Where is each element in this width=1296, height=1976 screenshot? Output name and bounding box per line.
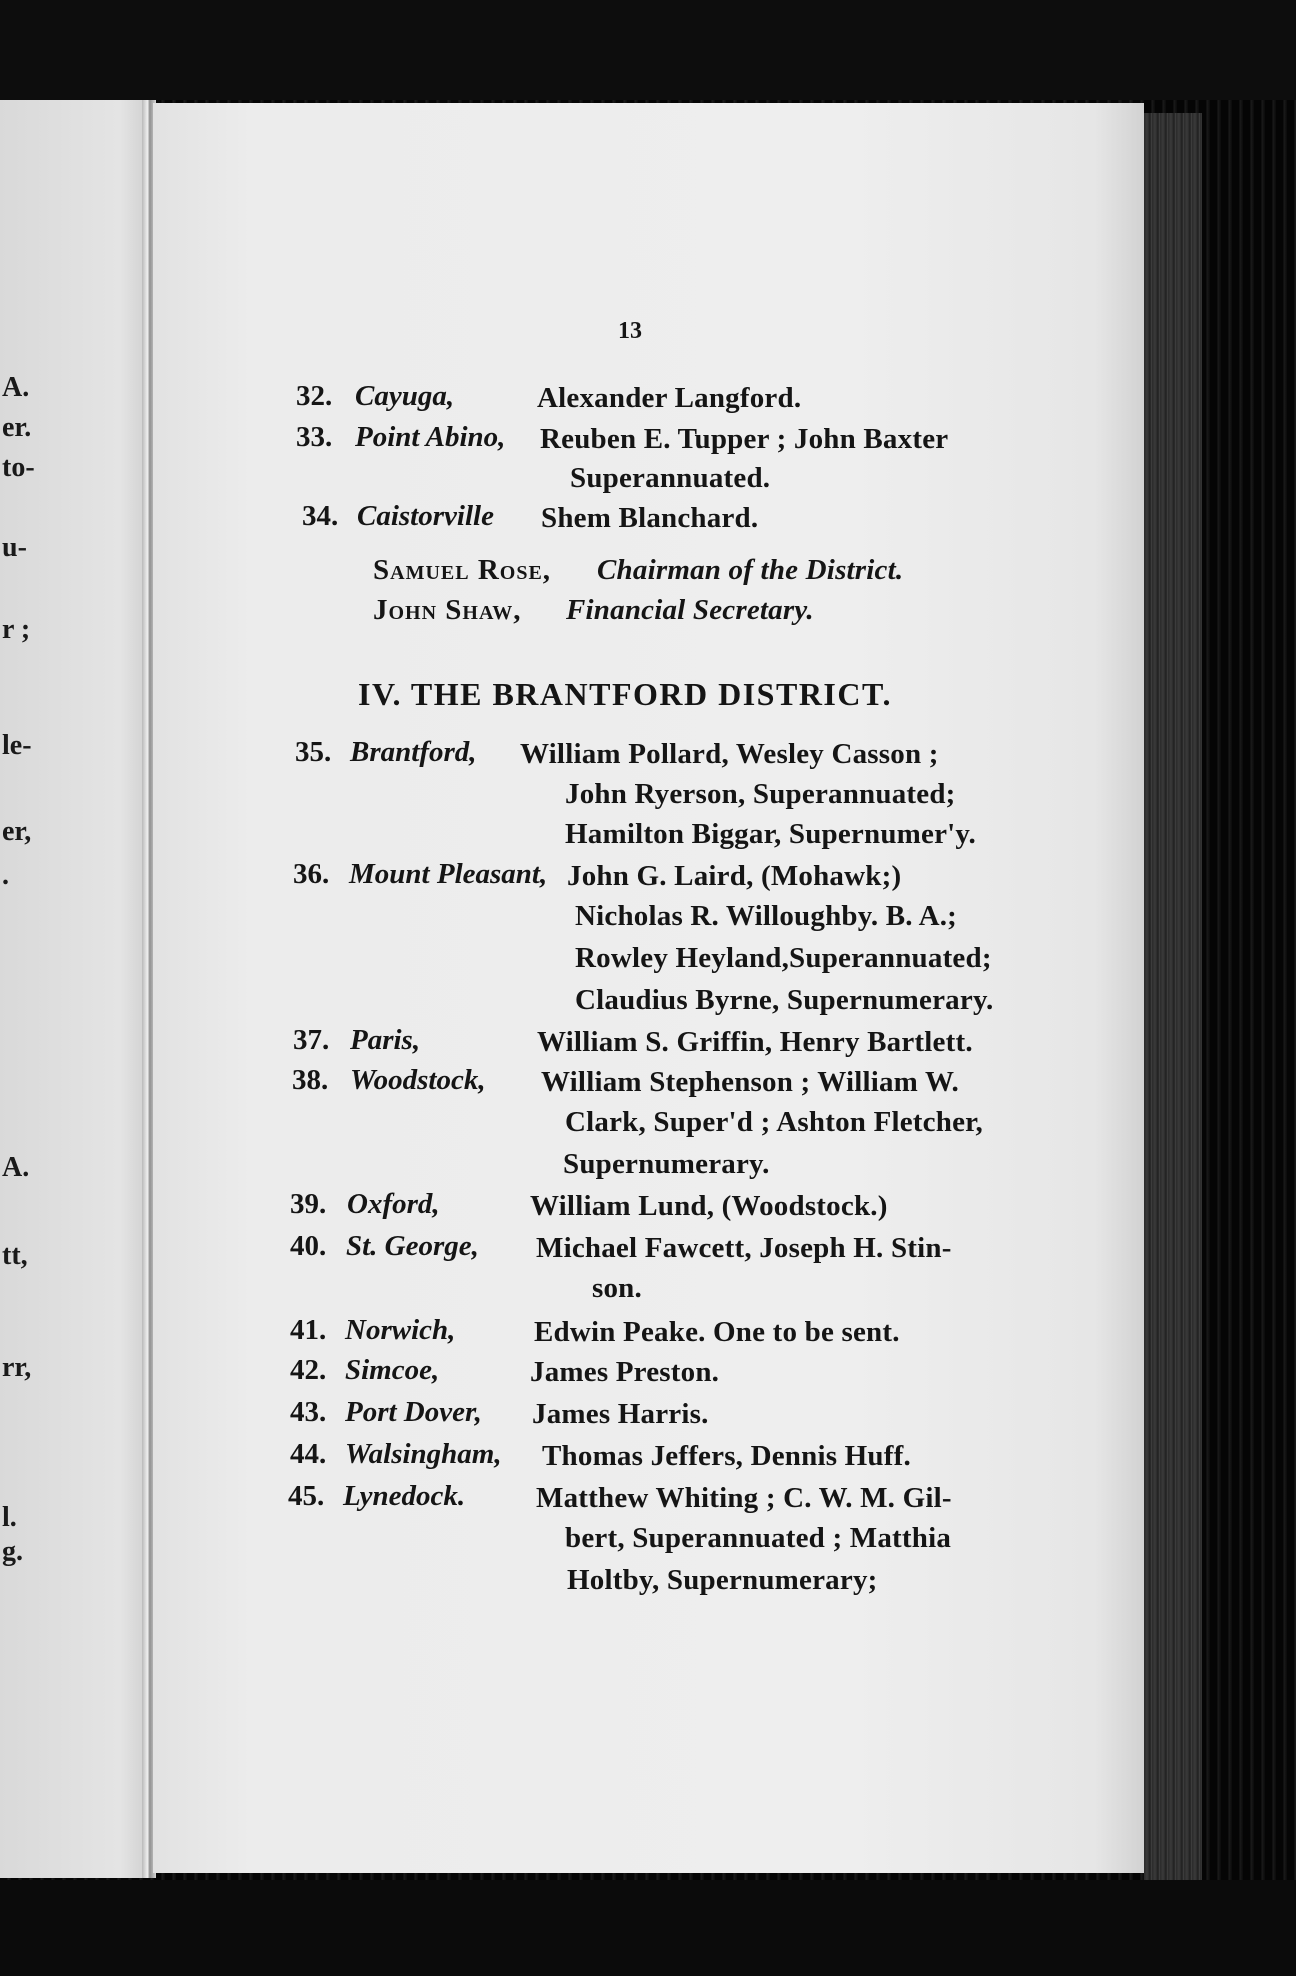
- entry-line: James Harris.: [532, 1398, 709, 1430]
- entry-place: Oxford,: [347, 1188, 440, 1220]
- officer-role: Chairman of the District.: [597, 554, 904, 586]
- entry-place: Port Dover,: [345, 1396, 482, 1428]
- entry-line: Michael Fawcett, Joseph H. Stin-: [536, 1232, 952, 1264]
- left-fragment: g.: [2, 1536, 23, 1567]
- entry-number: 33.: [296, 421, 333, 453]
- entry-number: 37.: [293, 1024, 330, 1056]
- left-fragment: tt,: [2, 1240, 28, 1271]
- left-fragment: er,: [2, 816, 32, 847]
- entry-line: Matthew Whiting ; C. W. M. Gil-: [536, 1482, 952, 1514]
- page-number: 13: [618, 318, 642, 344]
- entry-line: John Ryerson, Superannuated;: [565, 778, 956, 810]
- film-top-border: [0, 0, 1296, 100]
- left-fragment: rr,: [2, 1352, 32, 1383]
- entry-line: Claudius Byrne, Supernumerary.: [575, 984, 994, 1016]
- entry-line: John G. Laird, (Mohawk;): [567, 860, 902, 892]
- officer-name: Samuel Rose,: [373, 554, 552, 586]
- left-fragment: A.: [2, 1152, 30, 1183]
- entry-line: Clark, Super'd ; Ashton Fletcher,: [565, 1106, 983, 1138]
- entry-number: 43.: [290, 1396, 327, 1428]
- entry-line: Alexander Langford.: [537, 382, 802, 414]
- entry-line: Rowley Heyland,Superannuated;: [575, 942, 992, 974]
- left-fragment: l.: [2, 1502, 17, 1533]
- entry-number: 41.: [290, 1314, 327, 1346]
- entry-place: St. George,: [346, 1230, 479, 1262]
- entry-place: Woodstock,: [350, 1064, 486, 1096]
- left-fragment: u-: [2, 532, 27, 563]
- officer-role: Financial Secretary.: [566, 594, 814, 626]
- entry-place: Norwich,: [345, 1314, 456, 1346]
- entry-place: Simcoe,: [345, 1354, 440, 1386]
- entry-number: 35.: [295, 736, 332, 768]
- entry-number: 40.: [290, 1230, 327, 1262]
- entry-number: 44.: [290, 1438, 327, 1470]
- entry-line: Superannuated.: [570, 462, 771, 494]
- entry-place: Mount Pleasant,: [349, 858, 548, 890]
- entry-line: Holtby, Supernumerary;: [567, 1564, 878, 1596]
- left-fragment: er.: [2, 412, 32, 443]
- left-facing-page: [0, 100, 150, 1878]
- entry-line: William S. Griffin, Henry Bartlett.: [537, 1026, 973, 1058]
- entry-line: Shem Blanchard.: [541, 502, 759, 534]
- left-fragment: A.: [2, 372, 30, 403]
- entry-line: bert, Superannuated ; Matthia: [565, 1522, 952, 1554]
- entry-number: 45.: [288, 1480, 325, 1512]
- entry-line: William Stephenson ; William W.: [541, 1066, 959, 1098]
- entry-line: Supernumerary.: [563, 1148, 770, 1180]
- district-heading: IV. THE BRANTFORD DISTRICT.: [358, 676, 892, 712]
- entry-number: 42.: [290, 1354, 327, 1386]
- entry-place: Lynedock.: [343, 1480, 466, 1512]
- entry-place: Caistorville: [357, 500, 494, 532]
- entry-number: 39.: [290, 1188, 327, 1220]
- entry-line: son.: [592, 1272, 642, 1304]
- entry-place: Point Abino,: [355, 421, 506, 453]
- page-edge: [1144, 113, 1202, 1883]
- left-fragment: to-: [2, 452, 35, 483]
- film-bottom-border: [0, 1880, 1296, 1976]
- left-fragment: r ;: [2, 614, 31, 645]
- entry-place: Walsingham,: [345, 1438, 502, 1470]
- entry-line: Hamilton Biggar, Supernumer'y.: [565, 818, 976, 850]
- entry-place: Paris,: [350, 1024, 421, 1056]
- entry-number: 32.: [296, 380, 333, 412]
- entry-number: 36.: [293, 858, 330, 890]
- entry-line: Reuben E. Tupper ; John Baxter: [540, 423, 949, 455]
- entry-place: Brantford,: [350, 736, 477, 768]
- left-fragment: .: [2, 860, 9, 891]
- entry-line: William Pollard, Wesley Casson ;: [520, 738, 939, 770]
- entry-place: Cayuga,: [355, 380, 455, 412]
- left-fragment: le-: [2, 730, 32, 761]
- entry-number: 38.: [292, 1064, 329, 1096]
- entry-line: Thomas Jeffers, Dennis Huff.: [542, 1440, 911, 1472]
- entry-line: Nicholas R. Willoughby. B. A.;: [575, 900, 958, 932]
- entry-line: William Lund, (Woodstock.): [530, 1190, 888, 1222]
- officer-name: John Shaw,: [373, 594, 522, 626]
- entry-line: James Preston.: [530, 1356, 720, 1388]
- entry-number: 34.: [302, 500, 339, 532]
- entry-line: Edwin Peake. One to be sent.: [534, 1316, 900, 1348]
